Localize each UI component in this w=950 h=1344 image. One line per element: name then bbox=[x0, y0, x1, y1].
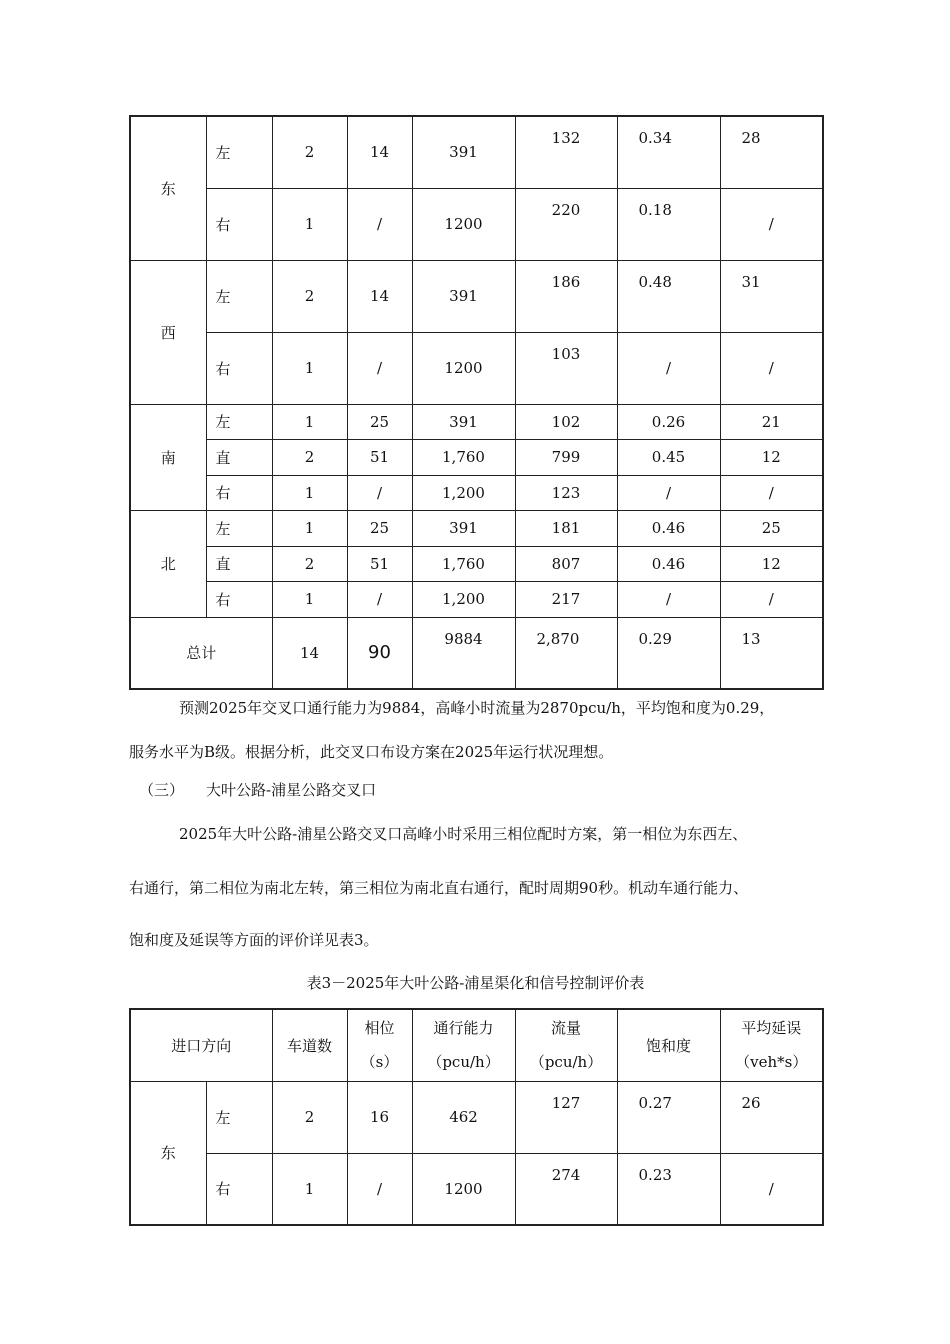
delay-cell: 28 bbox=[720, 116, 823, 188]
saturation-cell: 0.26 bbox=[617, 404, 720, 439]
phase-cell: 25 bbox=[347, 404, 412, 439]
paragraph-line: 预测2025年交叉口通行能力为9884，高峰小时流量为2870pcu/h，平均饱和度为0.29， bbox=[179, 699, 775, 717]
turn-cell: 右 bbox=[206, 188, 272, 260]
table-row bbox=[130, 439, 823, 475]
lanes-cell: 2 bbox=[272, 260, 347, 332]
paragraph-line: 右通行，第二相位为南北左转，第三相位为南北直右通行，配时周期90秒。机动车通行能力、 bbox=[129, 879, 749, 897]
lanes-cell: 2 bbox=[272, 1081, 347, 1153]
lanes-cell: 1 bbox=[272, 510, 347, 546]
table-row bbox=[130, 1153, 823, 1225]
saturation-cell: 0.46 bbox=[617, 546, 720, 581]
flow-cell: 123 bbox=[515, 475, 617, 510]
paragraph-line: 饱和度及延误等方面的评价详见表3。 bbox=[129, 931, 379, 949]
turn-cell: 右 bbox=[206, 1153, 272, 1225]
header-capacity: 通行能力 （pcu/h） bbox=[412, 1009, 515, 1081]
delay-cell: / bbox=[720, 475, 823, 510]
turn-cell: 左 bbox=[206, 510, 272, 546]
direction-cell: 南 bbox=[130, 404, 206, 510]
table-row bbox=[130, 546, 823, 581]
capacity-cell: 1200 bbox=[412, 1153, 515, 1225]
flow-cell: 807 bbox=[515, 546, 617, 581]
phase-cell: 51 bbox=[347, 546, 412, 581]
turn-cell: 直 bbox=[206, 546, 272, 581]
flow-cell: 799 bbox=[515, 439, 617, 475]
flow-cell: 186 bbox=[515, 260, 617, 332]
capacity-cell: 391 bbox=[412, 260, 515, 332]
lanes-cell: 2 bbox=[272, 439, 347, 475]
phase-cell: / bbox=[347, 188, 412, 260]
section-title: 大叶公路-浦星公路交叉口 bbox=[206, 781, 377, 799]
total-delay: 13 bbox=[720, 617, 823, 689]
turn-cell: 左 bbox=[206, 116, 272, 188]
header-flow: 流量 （pcu/h） bbox=[515, 1009, 617, 1081]
capacity-cell: 391 bbox=[412, 510, 515, 546]
direction-cell: 东 bbox=[130, 116, 206, 260]
table-row bbox=[130, 581, 823, 617]
capacity-cell: 391 bbox=[412, 116, 515, 188]
saturation-cell: 0.34 bbox=[617, 116, 720, 188]
flow-cell: 274 bbox=[515, 1153, 617, 1225]
phase-cell: 25 bbox=[347, 510, 412, 546]
intersection-evaluation-table-continued bbox=[129, 115, 824, 690]
turn-cell: 左 bbox=[206, 1081, 272, 1153]
phase-cell: / bbox=[347, 1153, 412, 1225]
saturation-cell: 0.45 bbox=[617, 439, 720, 475]
phase-cell: 14 bbox=[347, 116, 412, 188]
turn-cell: 左 bbox=[206, 404, 272, 439]
table-row bbox=[130, 260, 823, 332]
lanes-cell: 1 bbox=[272, 1153, 347, 1225]
total-flow: 2,870 bbox=[515, 617, 617, 689]
delay-cell: 26 bbox=[720, 1081, 823, 1153]
total-phase: 90 bbox=[347, 617, 412, 689]
table-row bbox=[130, 332, 823, 404]
delay-cell: 12 bbox=[720, 439, 823, 475]
flow-cell: 127 bbox=[515, 1081, 617, 1153]
saturation-cell: / bbox=[617, 475, 720, 510]
delay-cell: / bbox=[720, 332, 823, 404]
capacity-cell: 1200 bbox=[412, 188, 515, 260]
saturation-cell: 0.18 bbox=[617, 188, 720, 260]
saturation-cell: 0.46 bbox=[617, 510, 720, 546]
phase-cell: / bbox=[347, 332, 412, 404]
flow-cell: 132 bbox=[515, 116, 617, 188]
lanes-cell: 1 bbox=[272, 404, 347, 439]
phase-cell: 51 bbox=[347, 439, 412, 475]
phase-cell: / bbox=[347, 475, 412, 510]
lanes-cell: 1 bbox=[272, 475, 347, 510]
delay-cell: / bbox=[720, 581, 823, 617]
table-header-row bbox=[130, 1009, 823, 1081]
capacity-cell: 391 bbox=[412, 404, 515, 439]
phase-cell: / bbox=[347, 581, 412, 617]
header-phase: 相位 （s） bbox=[347, 1009, 412, 1081]
table-row bbox=[130, 116, 823, 188]
table-row bbox=[130, 188, 823, 260]
saturation-cell: / bbox=[617, 332, 720, 404]
delay-cell: 25 bbox=[720, 510, 823, 546]
turn-cell: 右 bbox=[206, 581, 272, 617]
header-saturation: 饱和度 bbox=[617, 1009, 720, 1081]
lanes-cell: 1 bbox=[272, 188, 347, 260]
direction-cell: 西 bbox=[130, 260, 206, 404]
saturation-cell: 0.27 bbox=[617, 1081, 720, 1153]
table-row bbox=[130, 475, 823, 510]
saturation-cell: 0.23 bbox=[617, 1153, 720, 1225]
turn-cell: 右 bbox=[206, 332, 272, 404]
phase-cell: 16 bbox=[347, 1081, 412, 1153]
total-saturation: 0.29 bbox=[617, 617, 720, 689]
flow-cell: 220 bbox=[515, 188, 617, 260]
delay-cell: 31 bbox=[720, 260, 823, 332]
flow-cell: 217 bbox=[515, 581, 617, 617]
total-capacity: 9884 bbox=[412, 617, 515, 689]
capacity-cell: 1,760 bbox=[412, 546, 515, 581]
table-row bbox=[130, 404, 823, 439]
turn-cell: 直 bbox=[206, 439, 272, 475]
capacity-cell: 1,200 bbox=[412, 581, 515, 617]
lanes-cell: 2 bbox=[272, 116, 347, 188]
header-lanes: 车道数 bbox=[272, 1009, 347, 1081]
lanes-cell: 1 bbox=[272, 581, 347, 617]
section-number: （三） bbox=[139, 781, 185, 799]
saturation-cell: 0.48 bbox=[617, 260, 720, 332]
turn-cell: 左 bbox=[206, 260, 272, 332]
capacity-cell: 1,760 bbox=[412, 439, 515, 475]
table-caption: 表3－2025年大叶公路-浦星渠化和信号控制评价表 bbox=[306, 974, 645, 992]
saturation-cell: / bbox=[617, 581, 720, 617]
total-row bbox=[130, 617, 823, 689]
header-direction: 进口方向 bbox=[130, 1009, 272, 1081]
direction-cell: 东 bbox=[130, 1081, 206, 1225]
flow-cell: 103 bbox=[515, 332, 617, 404]
section-heading bbox=[139, 779, 839, 801]
delay-cell: 21 bbox=[720, 404, 823, 439]
header-delay: 平均延误 （veh*s） bbox=[720, 1009, 823, 1081]
lanes-cell: 1 bbox=[272, 332, 347, 404]
turn-cell: 右 bbox=[206, 475, 272, 510]
direction-cell: 北 bbox=[130, 510, 206, 617]
flow-cell: 181 bbox=[515, 510, 617, 546]
phase-cell: 14 bbox=[347, 260, 412, 332]
table-3-evaluation bbox=[129, 1008, 824, 1226]
delay-cell: / bbox=[720, 188, 823, 260]
lanes-cell: 2 bbox=[272, 546, 347, 581]
delay-cell: / bbox=[720, 1153, 823, 1225]
capacity-cell: 1,200 bbox=[412, 475, 515, 510]
delay-cell: 12 bbox=[720, 546, 823, 581]
total-label: 总计 bbox=[130, 617, 272, 689]
table-row bbox=[130, 510, 823, 546]
flow-cell: 102 bbox=[515, 404, 617, 439]
total-lanes: 14 bbox=[272, 617, 347, 689]
paragraph-line: 服务水平为B级。根据分析，此交叉口布设方案在2025年运行状况理想。 bbox=[129, 743, 614, 761]
capacity-cell: 1200 bbox=[412, 332, 515, 404]
paragraph-line: 2025年大叶公路-浦星公路交叉口高峰小时采用三相位配时方案，第一相位为东西左、 bbox=[179, 825, 748, 843]
capacity-cell: 462 bbox=[412, 1081, 515, 1153]
table-row bbox=[130, 1081, 823, 1153]
